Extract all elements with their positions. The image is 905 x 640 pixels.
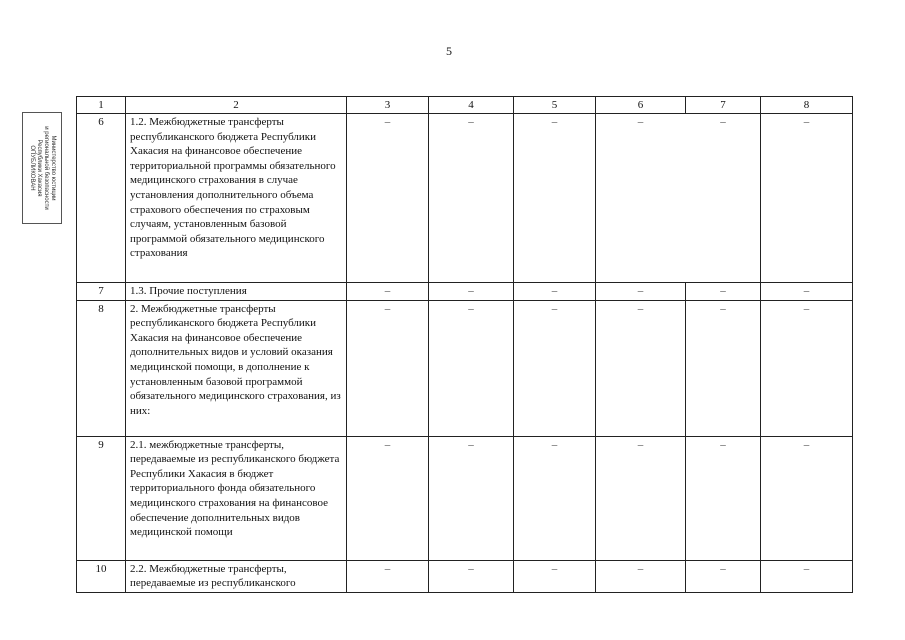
- column-header: 5: [514, 97, 596, 114]
- cell-value: –: [347, 114, 429, 283]
- cell-value: –: [514, 300, 596, 436]
- cell-value: –: [514, 560, 596, 592]
- row-number: 10: [77, 560, 126, 592]
- cell-value: –: [761, 283, 853, 301]
- row-number: 7: [77, 283, 126, 301]
- stamp-line: Республики Хакасия: [36, 139, 42, 197]
- cell-value: –: [686, 560, 761, 592]
- cell-value: –: [686, 283, 761, 301]
- cell-value: –: [686, 114, 761, 283]
- budget-table: [76, 96, 853, 593]
- stamp-text: [28, 126, 56, 209]
- row-number: 6: [77, 114, 126, 283]
- row-name: 2. Межбюджетные трансферты республиканского бюджета Республики Хакасия на финансовое обеспечение дополнительных видов и условий оказания медицинской помощи, в дополнение к установленным базовой программой обязательного медицинского страхования, из них:: [126, 300, 347, 436]
- row-name: 2.1. межбюджетные трансферты, передаваемые из республиканского бюджета Республики Хакасия в бюджет территориального фонда обязательного медицинского страхования на финансовое обеспечение дополнительных видов медицинской помощи: [126, 436, 347, 560]
- cell-value: –: [596, 114, 686, 283]
- cell-value: –: [347, 283, 429, 301]
- column-header: 6: [596, 97, 686, 114]
- cell-value: –: [761, 436, 853, 560]
- row-name: 2.2. Межбюджетные трансферты, передаваемые из республиканского: [126, 560, 347, 592]
- column-header: 4: [429, 97, 514, 114]
- stamp-line: Министерство юстиции: [50, 135, 56, 201]
- cell-value: –: [686, 300, 761, 436]
- column-header: 3: [347, 97, 429, 114]
- table-row: [77, 300, 853, 436]
- row-name: 1.3. Прочие поступления: [126, 283, 347, 301]
- cell-value: –: [514, 436, 596, 560]
- page-number: 5: [446, 44, 452, 58]
- stamp-line: ОПУБЛИКОВАН: [29, 145, 35, 191]
- cell-value: –: [429, 283, 514, 301]
- cell-value: –: [429, 300, 514, 436]
- table-row: [77, 283, 853, 301]
- cell-value: –: [596, 283, 686, 301]
- cell-value: –: [514, 283, 596, 301]
- cell-value: –: [429, 560, 514, 592]
- column-header: 7: [686, 97, 761, 114]
- row-name: 1.2. Межбюджетные трансферты республиканского бюджета Республики Хакасия на финансовое обеспечение территориальной программы обязательного медицинского страхования в случае установления дополнительного объема страхового обеспечения по страховым случаям, установленным базовой программой обязательного медицинского страхования: [126, 114, 347, 283]
- cell-value: –: [596, 300, 686, 436]
- cell-value: –: [429, 436, 514, 560]
- cell-value: –: [596, 560, 686, 592]
- row-number: 9: [77, 436, 126, 560]
- table-row: [77, 436, 853, 560]
- table-row: [77, 114, 853, 283]
- cell-value: –: [761, 560, 853, 592]
- cell-value: –: [596, 436, 686, 560]
- cell-value: –: [429, 114, 514, 283]
- cell-value: –: [347, 436, 429, 560]
- registration-stamp: [22, 112, 62, 224]
- cell-value: –: [686, 436, 761, 560]
- column-header: 1: [77, 97, 126, 114]
- cell-value: –: [347, 300, 429, 436]
- row-number: 8: [77, 300, 126, 436]
- cell-value: –: [347, 560, 429, 592]
- cell-value: –: [514, 114, 596, 283]
- header-row: [77, 97, 853, 114]
- cell-value: –: [761, 300, 853, 436]
- table-row: [77, 560, 853, 592]
- column-header: 2: [126, 97, 347, 114]
- cell-value: –: [761, 114, 853, 283]
- column-header: 8: [761, 97, 853, 114]
- stamp-line: и региональной безопасности: [43, 126, 49, 210]
